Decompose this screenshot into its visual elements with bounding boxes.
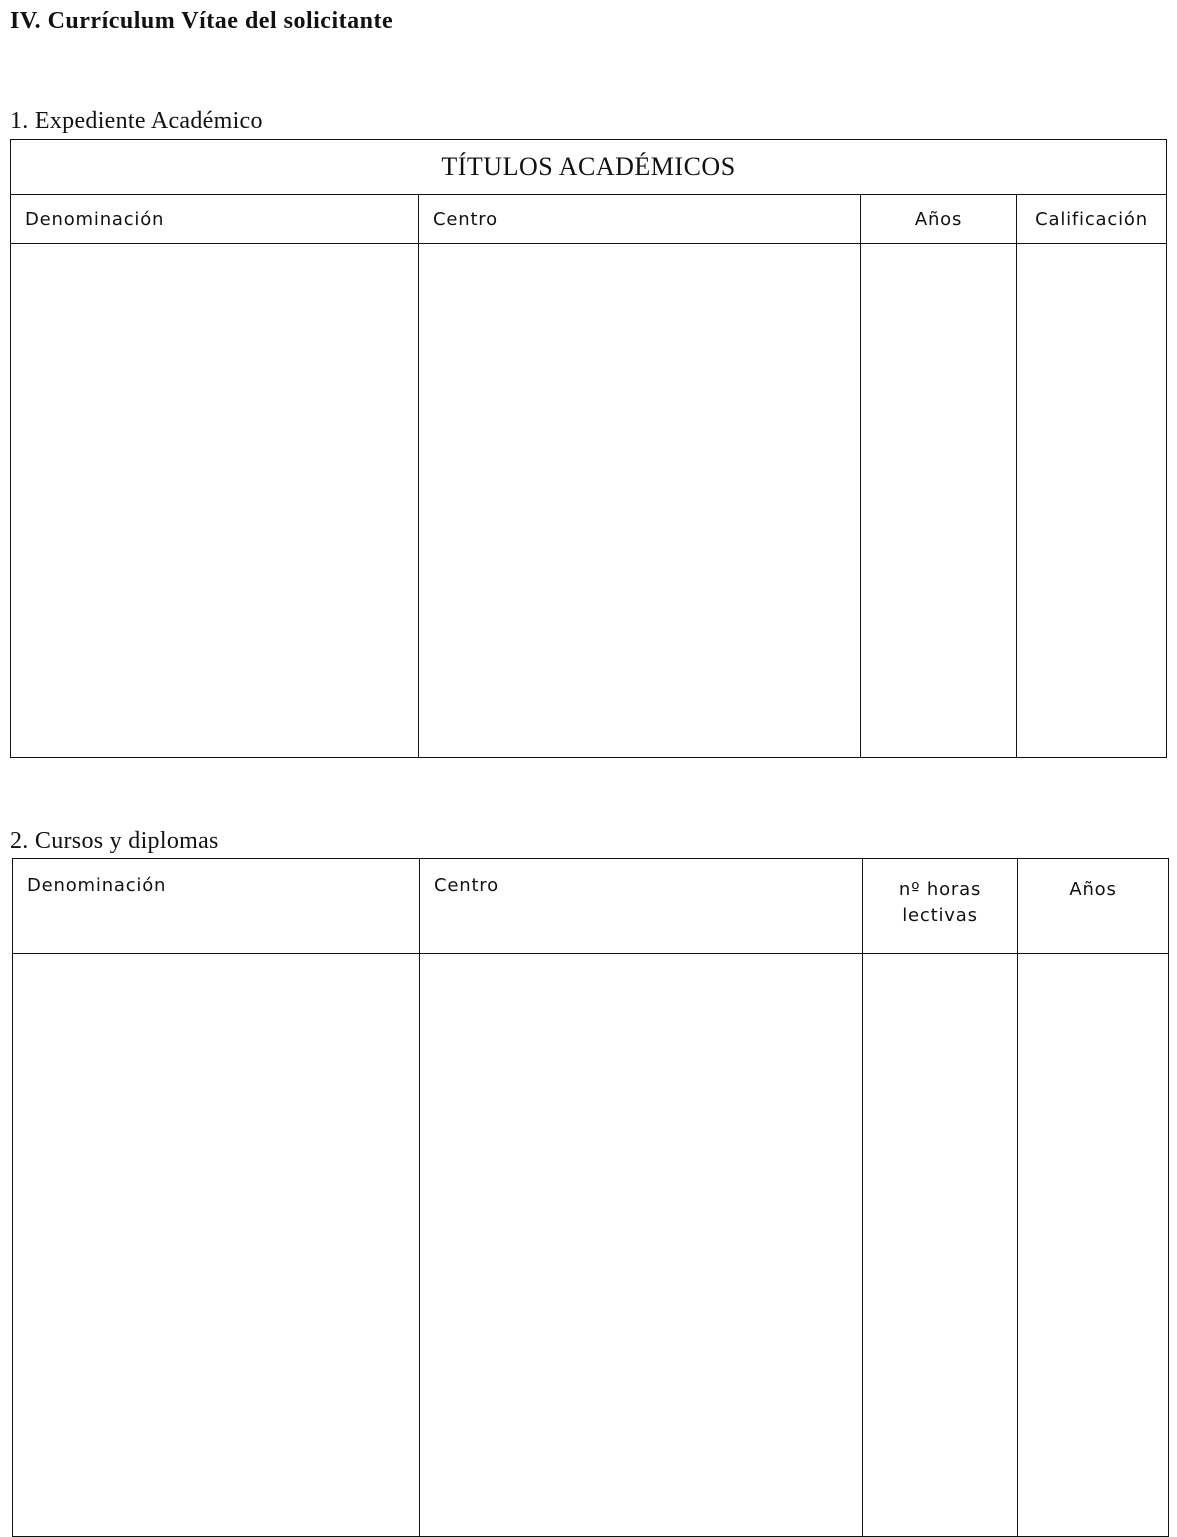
- column-header-calificacion: Calificación: [1017, 195, 1167, 244]
- column-header-centro: Centro: [419, 195, 861, 244]
- centro-field[interactable]: [419, 244, 861, 758]
- section-title-cursos: 2. Cursos y diplomas: [10, 828, 219, 854]
- calificacion-field[interactable]: [1017, 244, 1167, 758]
- anos-field[interactable]: [861, 244, 1017, 758]
- table-caption: TÍTULOS ACADÉMICOS: [11, 140, 1167, 195]
- denominacion-field[interactable]: [13, 954, 420, 1537]
- column-header-denominacion: Denominación: [11, 195, 419, 244]
- column-header-anos: Años: [1018, 859, 1169, 954]
- column-header-horas-lectivas: [863, 859, 1018, 954]
- anos-field[interactable]: [1018, 954, 1169, 1537]
- centro-field[interactable]: [420, 954, 863, 1537]
- section-title-expediente: 1. Expediente Académico: [10, 108, 263, 134]
- column-header-denominacion: Denominación: [13, 859, 420, 954]
- column-header-centro: Centro: [420, 859, 863, 954]
- horas-lectivas-label: nº horas lectivas: [898, 879, 982, 926]
- horas-lectivas-field[interactable]: [863, 954, 1018, 1537]
- column-header-anos: Años: [861, 195, 1017, 244]
- denominacion-field[interactable]: [11, 244, 419, 758]
- academic-titles-table: [10, 139, 1167, 758]
- page-title: IV. Currículum Vítae del solicitante: [10, 8, 394, 34]
- courses-diplomas-table: [12, 858, 1169, 1537]
